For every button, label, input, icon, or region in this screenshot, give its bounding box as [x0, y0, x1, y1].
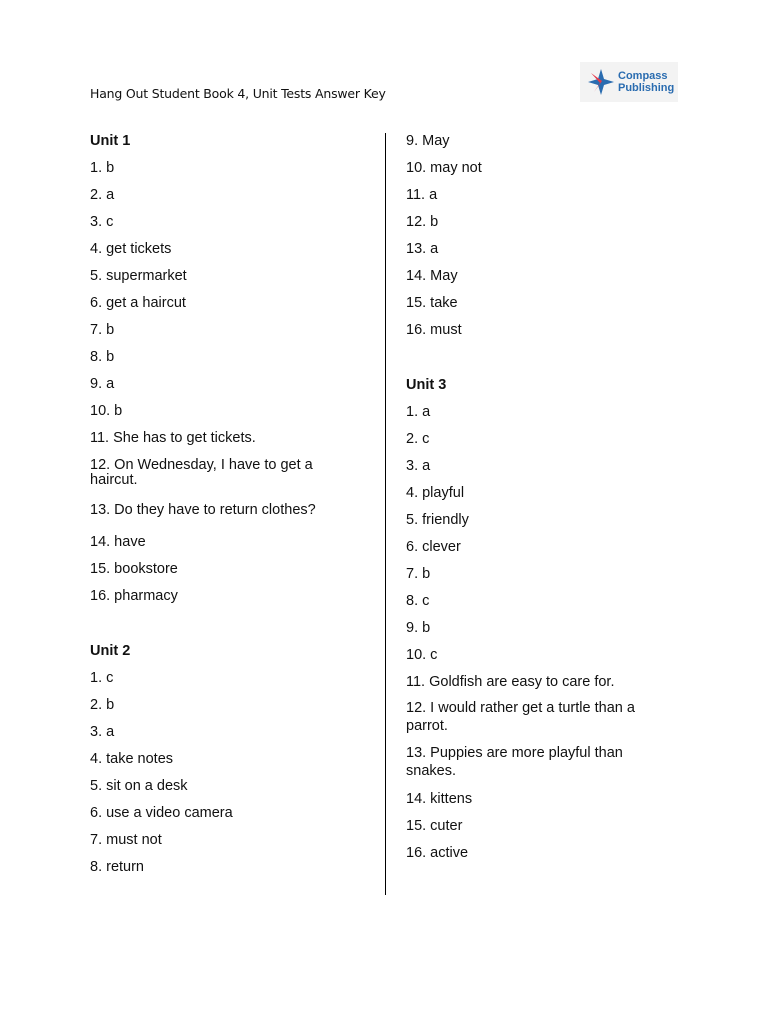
answer-item: 15. bookstore [90, 561, 178, 577]
answer-item: 16. must [406, 322, 462, 338]
answer-item: 1. b [90, 160, 115, 176]
answer-item: 12. On Wednesday, I have to get a haircut. [90, 457, 313, 488]
answer-item: 12. I would rather get a turtle than a parrot. [406, 700, 635, 734]
answer-item: 5. sit on a desk [90, 778, 188, 794]
answer-item: 7. b [406, 566, 431, 582]
answer-item: 3. a [90, 724, 115, 740]
answer-item: 14. kittens [406, 791, 473, 807]
answer-item: 9. a [90, 376, 115, 392]
left-column [90, 131, 370, 884]
answer-item: 13. Puppies are more playful than snakes. [406, 745, 623, 779]
answer-item: 4. get tickets [90, 241, 172, 257]
answer-item: 1. c [90, 670, 114, 686]
column-divider [385, 133, 386, 895]
publisher-logo [580, 62, 678, 102]
answer-item: 6. clever [406, 539, 461, 555]
right-column [406, 131, 686, 870]
answer-item: 5. supermarket [90, 268, 187, 284]
answer-item: 11. a [406, 187, 438, 203]
answer-item: 8. return [90, 859, 144, 875]
answer-item: 13. a [406, 241, 439, 257]
answer-item: 8. c [406, 593, 430, 609]
page-header-title: Hang Out Student Book 4, Unit Tests Answer Key [90, 86, 386, 101]
answer-item: 16. active [406, 845, 469, 861]
answer-item: 2. c [406, 431, 430, 447]
answer-item: 9. May [406, 133, 450, 149]
answer-item: 9. b [406, 620, 431, 636]
answer-item: 12. b [406, 214, 439, 230]
answer-item: 15. cuter [406, 818, 463, 834]
answer-item: 4. playful [406, 485, 465, 501]
unit-heading: Unit 1 [90, 133, 131, 149]
answer-item: 13. Do they have to return clothes? [90, 502, 316, 518]
answer-item: 10. c [406, 647, 438, 663]
answer-item: 16. pharmacy [90, 588, 178, 604]
answer-item: 11. She has to get tickets. [90, 430, 256, 446]
answer-item: 14. have [90, 534, 146, 550]
answer-item: 10. may not [406, 160, 482, 176]
compass-star-icon [586, 67, 616, 97]
answer-item: 4. take notes [90, 751, 174, 767]
unit-heading: Unit 2 [90, 643, 131, 659]
answer-item: 15. take [406, 295, 458, 311]
answer-item: 8. b [90, 349, 115, 365]
answer-item: 2. b [90, 697, 115, 713]
unit-heading: Unit 3 [406, 377, 447, 393]
answer-item: 7. must not [90, 832, 162, 848]
answer-item: 6. get a haircut [90, 295, 186, 311]
answer-item: 3. a [406, 458, 431, 474]
answer-item: 2. a [90, 187, 115, 203]
logo-text-line1: Compass [618, 70, 668, 82]
answer-item: 6. use a video camera [90, 805, 233, 821]
logo-text-line2: Publishing [618, 82, 675, 94]
answer-item: 11. Goldfish are easy to care for. [406, 674, 615, 690]
answer-item: 10. b [90, 403, 123, 419]
answer-item: 1. a [406, 404, 431, 420]
answer-item: 3. c [90, 214, 114, 230]
answer-item: 14. May [406, 268, 458, 284]
answer-item: 7. b [90, 322, 115, 338]
answer-item: 5. friendly [406, 512, 469, 528]
